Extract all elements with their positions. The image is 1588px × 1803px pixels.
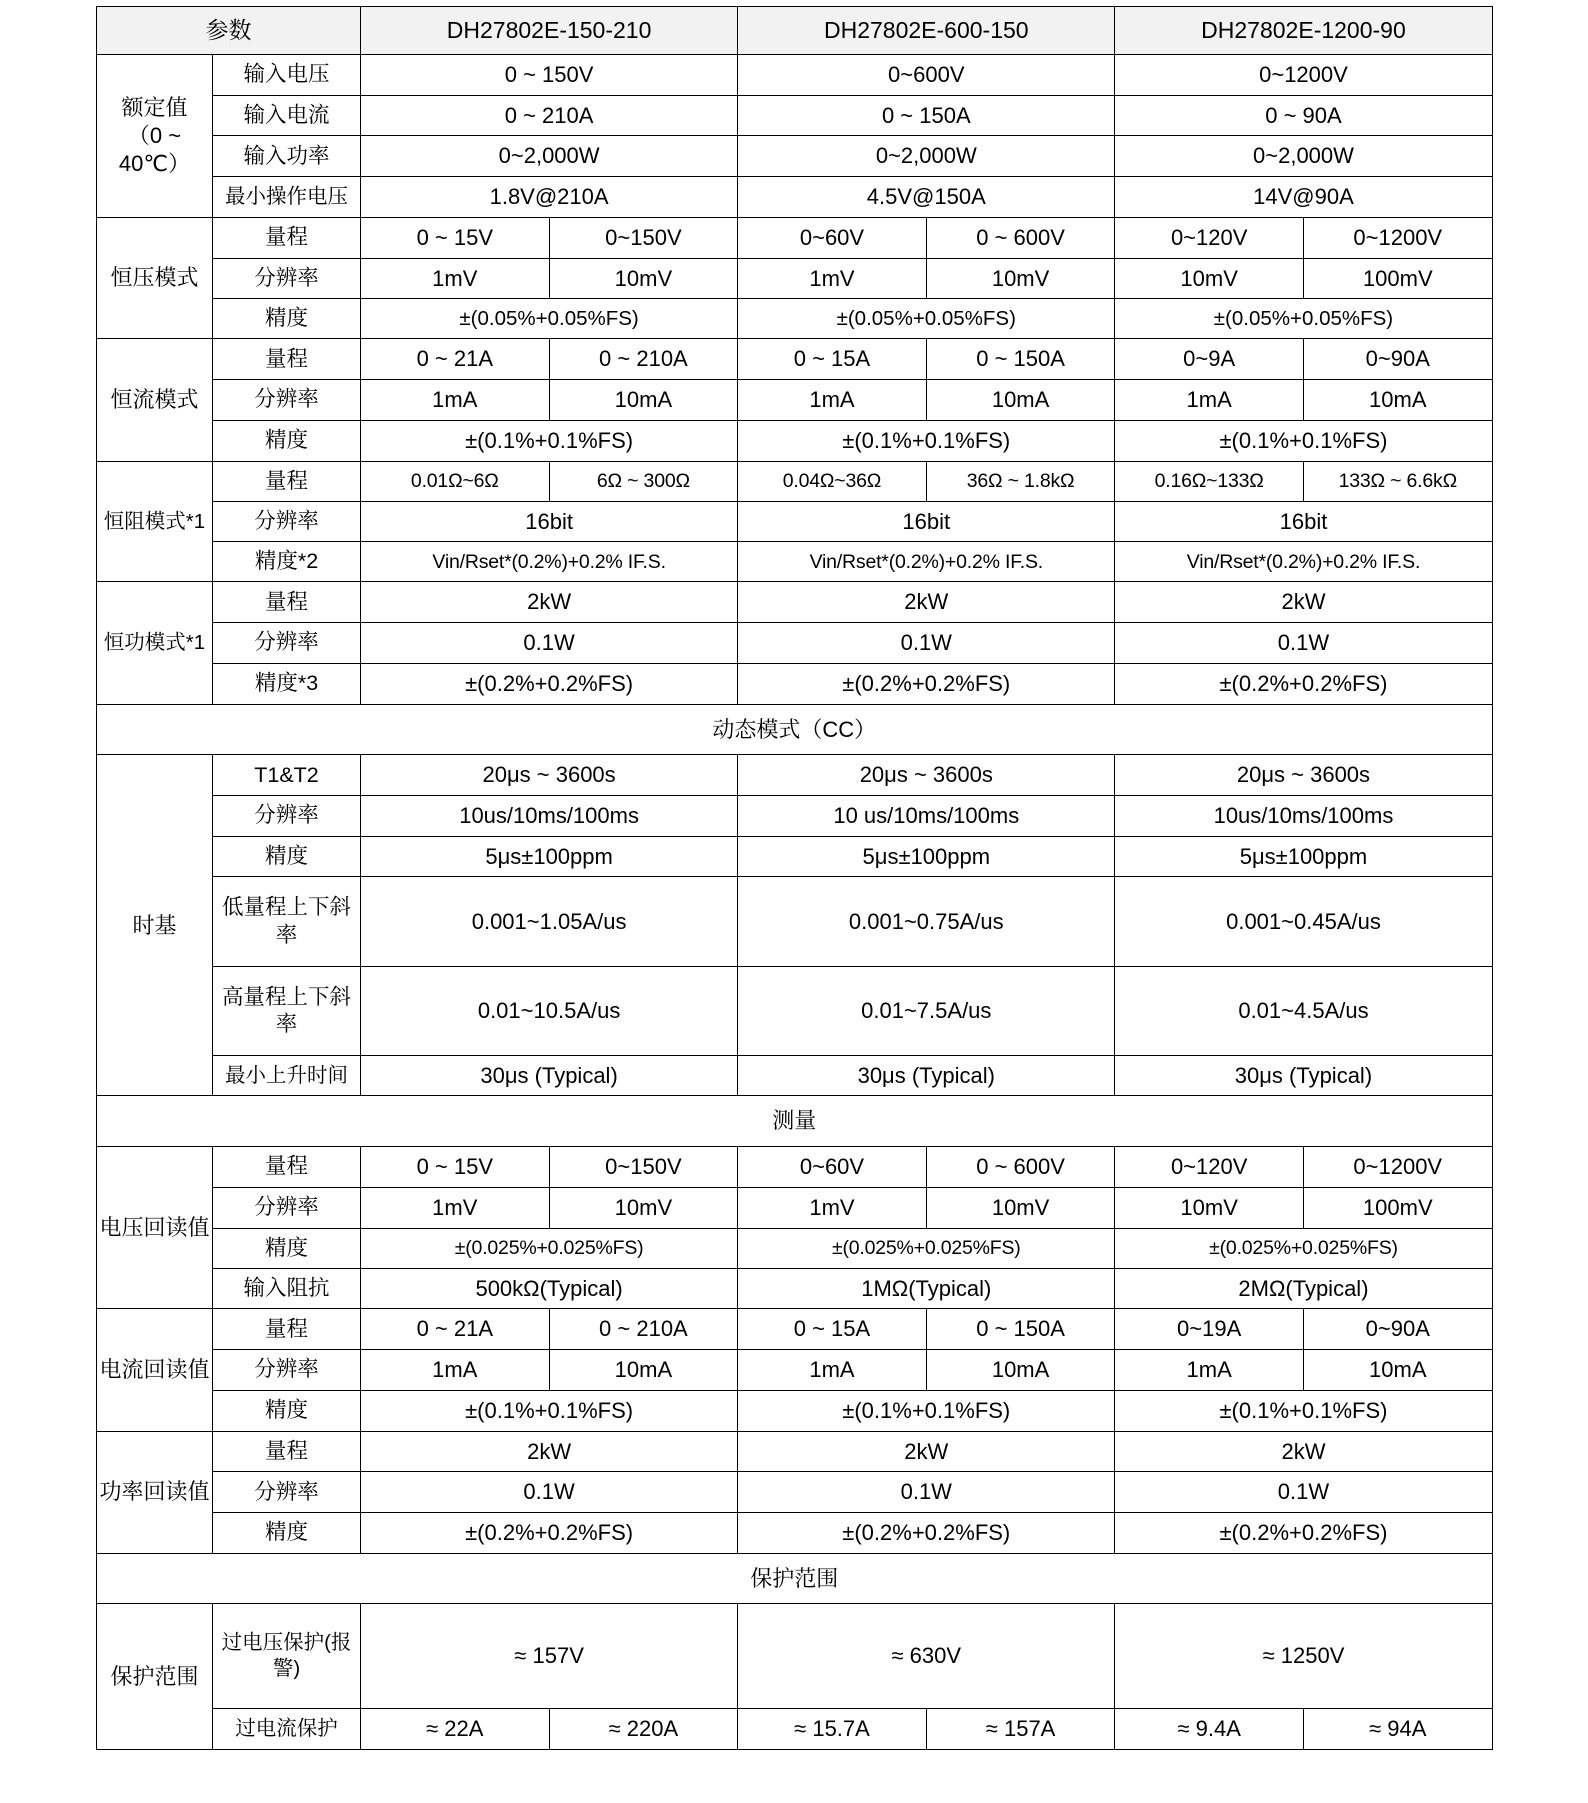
table-row	[97, 1709, 1493, 1750]
cell-cp-accuracy-2: ±(0.2%+0.2%FS)	[738, 663, 1115, 704]
param-vread-resolution: 分辨率	[213, 1187, 361, 1228]
table-row	[97, 420, 1493, 461]
param-cv-range: 量程	[213, 217, 361, 258]
cell-rated-input-voltage-3: 0~1200V	[1115, 54, 1492, 95]
param-cr-accuracy: 精度*2	[213, 542, 361, 582]
group-label-cc: 恒流模式	[97, 339, 213, 461]
table-row	[97, 339, 1493, 380]
cell-timebase-low-slew-3: 0.001~0.45A/us	[1115, 877, 1492, 966]
param-pread-range: 量程	[213, 1431, 361, 1472]
table-row	[97, 217, 1493, 258]
table-row	[97, 966, 1493, 1055]
cell-timebase-resolution-3: 10us/10ms/100ms	[1115, 795, 1492, 836]
cell-vread-range-6: 0~1200V	[1303, 1147, 1492, 1188]
table-row	[97, 1472, 1493, 1513]
cell-rated-input-voltage-1: 0 ~ 150V	[361, 54, 738, 95]
param-iread-resolution: 分辨率	[213, 1350, 361, 1391]
cell-cv-accuracy-3: ±(0.05%+0.05%FS)	[1115, 299, 1492, 339]
cell-cv-range-5: 0~120V	[1115, 217, 1304, 258]
group-label-power-readback: 功率回读值	[97, 1431, 213, 1553]
param-min-rise-time: 最小上升时间	[213, 1055, 361, 1096]
param-t1t2: T1&T2	[213, 755, 361, 796]
cell-vread-impedance-1: 500kΩ(Typical)	[361, 1268, 738, 1309]
param-iread-accuracy: 精度	[213, 1390, 361, 1431]
cell-cc-range-2: 0 ~ 210A	[549, 339, 738, 380]
param-cp-accuracy: 精度*3	[213, 663, 361, 704]
cell-cc-range-4: 0 ~ 150A	[926, 339, 1115, 380]
cell-timebase-min-rise-3: 30μs (Typical)	[1115, 1055, 1492, 1096]
table-row	[97, 1309, 1493, 1350]
specification-table	[96, 6, 1493, 1750]
cell-rated-input-power-1: 0~2,000W	[361, 136, 738, 177]
table-row	[97, 461, 1493, 501]
cell-pread-resolution-2: 0.1W	[738, 1472, 1115, 1513]
cell-vread-range-3: 0~60V	[738, 1147, 927, 1188]
table-row	[97, 582, 1493, 623]
cell-vread-accuracy-1: ±(0.025%+0.025%FS)	[361, 1228, 738, 1268]
header-model-3: DH27802E-1200-90	[1115, 7, 1492, 55]
cell-timebase-low-slew-1: 0.001~1.05A/us	[361, 877, 738, 966]
table-row	[97, 1390, 1493, 1431]
cell-cv-resolution-3: 1mV	[738, 258, 927, 299]
group-label-cr: 恒阻模式*1	[97, 461, 213, 582]
param-timebase-resolution: 分辨率	[213, 795, 361, 836]
cell-iread-range-5: 0~19A	[1115, 1309, 1304, 1350]
param-cr-range: 量程	[213, 461, 361, 501]
cell-timebase-low-slew-2: 0.001~0.75A/us	[738, 877, 1115, 966]
param-vread-accuracy: 精度	[213, 1228, 361, 1268]
table-row	[97, 1431, 1493, 1472]
cell-rated-min-op-voltage-2: 4.5V@150A	[738, 177, 1115, 218]
group-label-rated	[97, 54, 213, 217]
param-pread-resolution: 分辨率	[213, 1472, 361, 1513]
table-row	[97, 380, 1493, 421]
table-row	[97, 755, 1493, 796]
cell-timebase-t1t2-1: 20μs ~ 3600s	[361, 755, 738, 796]
cell-pread-accuracy-1: ±(0.2%+0.2%FS)	[361, 1513, 738, 1554]
header-param-label: 参数	[97, 7, 361, 55]
section-title-protection: 保护范围	[97, 1553, 1493, 1604]
cell-ovp-2: ≈ 630V	[738, 1604, 1115, 1709]
group-rated-line3: 40℃）	[118, 150, 191, 176]
cell-cp-resolution-3: 0.1W	[1115, 623, 1492, 664]
cell-cc-resolution-3: 1mA	[738, 380, 927, 421]
cell-vread-resolution-2: 10mV	[549, 1187, 738, 1228]
cell-cc-resolution-4: 10mA	[926, 380, 1115, 421]
param-input-current: 输入电流	[213, 95, 361, 136]
cell-cp-accuracy-3: ±(0.2%+0.2%FS)	[1115, 663, 1492, 704]
cell-vread-resolution-4: 10mV	[926, 1187, 1115, 1228]
param-low-range-slew: 低量程上下斜率	[213, 877, 361, 966]
cell-cv-range-1: 0 ~ 15V	[361, 217, 550, 258]
cell-vread-impedance-3: 2MΩ(Typical)	[1115, 1268, 1492, 1309]
cell-vread-range-5: 0~120V	[1115, 1147, 1304, 1188]
cell-ocp-1: ≈ 22A	[361, 1709, 550, 1750]
cell-cv-range-6: 0~1200V	[1303, 217, 1492, 258]
cell-iread-resolution-1: 1mA	[361, 1350, 550, 1391]
cell-cc-resolution-6: 10mA	[1303, 380, 1492, 421]
cell-timebase-accuracy-1: 5μs±100ppm	[361, 836, 738, 877]
group-label-protection: 保护范围	[97, 1604, 213, 1749]
table-row	[97, 95, 1493, 136]
cell-iread-range-4: 0 ~ 150A	[926, 1309, 1115, 1350]
cell-cr-range-2: 6Ω ~ 300Ω	[549, 461, 738, 501]
section-title-measure: 测量	[97, 1096, 1493, 1147]
cell-pread-accuracy-2: ±(0.2%+0.2%FS)	[738, 1513, 1115, 1554]
cell-cc-range-5: 0~9A	[1115, 339, 1304, 380]
cell-iread-range-6: 0~90A	[1303, 1309, 1492, 1350]
section-row-measure	[97, 1096, 1493, 1147]
table-header-row	[97, 7, 1493, 55]
cell-ocp-4: ≈ 157A	[926, 1709, 1115, 1750]
cell-timebase-accuracy-3: 5μs±100ppm	[1115, 836, 1492, 877]
cell-pread-resolution-3: 0.1W	[1115, 1472, 1492, 1513]
table-row	[97, 501, 1493, 542]
param-high-range-slew: 高量程上下斜率	[213, 966, 361, 1055]
cell-ovp-1: ≈ 157V	[361, 1604, 738, 1709]
cell-ovp-3: ≈ 1250V	[1115, 1604, 1492, 1709]
cell-cv-accuracy-2: ±(0.05%+0.05%FS)	[738, 299, 1115, 339]
cell-cv-resolution-1: 1mV	[361, 258, 550, 299]
cell-cv-range-4: 0 ~ 600V	[926, 217, 1115, 258]
header-model-1: DH27802E-150-210	[361, 7, 738, 55]
cell-cc-accuracy-3: ±(0.1%+0.1%FS)	[1115, 420, 1492, 461]
table-row	[97, 1350, 1493, 1391]
cell-cv-resolution-5: 10mV	[1115, 258, 1304, 299]
table-row	[97, 1513, 1493, 1554]
cell-cc-accuracy-2: ±(0.1%+0.1%FS)	[738, 420, 1115, 461]
cell-cr-range-6: 133Ω ~ 6.6kΩ	[1303, 461, 1492, 501]
cell-cc-range-6: 0~90A	[1303, 339, 1492, 380]
cell-iread-resolution-2: 10mA	[549, 1350, 738, 1391]
group-rated-line2: （0 ~	[127, 123, 182, 149]
group-label-cv: 恒压模式	[97, 217, 213, 339]
cell-cp-range-1: 2kW	[361, 582, 738, 623]
cell-cr-range-5: 0.16Ω~133Ω	[1115, 461, 1304, 501]
cell-timebase-high-slew-1: 0.01~10.5A/us	[361, 966, 738, 1055]
cell-cr-range-1: 0.01Ω~6Ω	[361, 461, 550, 501]
cell-timebase-accuracy-2: 5μs±100ppm	[738, 836, 1115, 877]
cell-cv-resolution-6: 100mV	[1303, 258, 1492, 299]
param-cv-resolution: 分辨率	[213, 258, 361, 299]
cell-rated-min-op-voltage-3: 14V@90A	[1115, 177, 1492, 218]
param-pread-accuracy: 精度	[213, 1513, 361, 1554]
cell-timebase-min-rise-2: 30μs (Typical)	[738, 1055, 1115, 1096]
param-cc-accuracy: 精度	[213, 420, 361, 461]
param-cc-resolution: 分辨率	[213, 380, 361, 421]
table-row	[97, 1228, 1493, 1268]
cell-timebase-t1t2-3: 20μs ~ 3600s	[1115, 755, 1492, 796]
header-model-2: DH27802E-600-150	[738, 7, 1115, 55]
cell-cc-accuracy-1: ±(0.1%+0.1%FS)	[361, 420, 738, 461]
param-ovp: 过电压保护(报警)	[213, 1604, 361, 1709]
param-cp-range: 量程	[213, 582, 361, 623]
cell-cp-resolution-2: 0.1W	[738, 623, 1115, 664]
cell-cp-range-2: 2kW	[738, 582, 1115, 623]
cell-vread-resolution-1: 1mV	[361, 1187, 550, 1228]
table-row	[97, 54, 1493, 95]
cell-cr-accuracy-1: Vin/Rset*(0.2%)+0.2% IF.S.	[361, 542, 738, 582]
section-title-dynamic: 动态模式（CC）	[97, 704, 1493, 755]
cell-ocp-2: ≈ 220A	[549, 1709, 738, 1750]
cell-cr-range-3: 0.04Ω~36Ω	[738, 461, 927, 501]
cell-vread-resolution-3: 1mV	[738, 1187, 927, 1228]
cell-cv-range-3: 0~60V	[738, 217, 927, 258]
cell-cr-resolution-3: 16bit	[1115, 501, 1492, 542]
cell-iread-accuracy-3: ±(0.1%+0.1%FS)	[1115, 1390, 1492, 1431]
cell-timebase-t1t2-2: 20μs ~ 3600s	[738, 755, 1115, 796]
group-label-cp: 恒功模式*1	[97, 582, 213, 704]
cell-iread-range-3: 0 ~ 15A	[738, 1309, 927, 1350]
cell-ocp-5: ≈ 9.4A	[1115, 1709, 1304, 1750]
cell-vread-range-2: 0~150V	[549, 1147, 738, 1188]
param-vread-range: 量程	[213, 1147, 361, 1188]
cell-cp-accuracy-1: ±(0.2%+0.2%FS)	[361, 663, 738, 704]
cell-rated-min-op-voltage-1: 1.8V@210A	[361, 177, 738, 218]
cell-rated-input-current-2: 0 ~ 150A	[738, 95, 1115, 136]
param-cv-accuracy: 精度	[213, 299, 361, 339]
table-row	[97, 836, 1493, 877]
table-row	[97, 136, 1493, 177]
cell-iread-resolution-3: 1mA	[738, 1350, 927, 1391]
cell-cp-range-3: 2kW	[1115, 582, 1492, 623]
cell-iread-range-2: 0 ~ 210A	[549, 1309, 738, 1350]
cell-vread-resolution-5: 10mV	[1115, 1187, 1304, 1228]
cell-vread-accuracy-3: ±(0.025%+0.025%FS)	[1115, 1228, 1492, 1268]
cell-iread-range-1: 0 ~ 21A	[361, 1309, 550, 1350]
table-row	[97, 1055, 1493, 1096]
cell-iread-resolution-6: 10mA	[1303, 1350, 1492, 1391]
param-iread-range: 量程	[213, 1309, 361, 1350]
cell-cv-accuracy-1: ±(0.05%+0.05%FS)	[361, 299, 738, 339]
cell-vread-accuracy-2: ±(0.025%+0.025%FS)	[738, 1228, 1115, 1268]
group-label-timebase: 时基	[97, 755, 213, 1096]
group-label-current-readback: 电流回读值	[97, 1309, 213, 1431]
cell-cc-resolution-1: 1mA	[361, 380, 550, 421]
table-row	[97, 542, 1493, 582]
param-cr-resolution: 分辨率	[213, 501, 361, 542]
table-row	[97, 877, 1493, 966]
cell-cr-resolution-2: 16bit	[738, 501, 1115, 542]
cell-iread-accuracy-2: ±(0.1%+0.1%FS)	[738, 1390, 1115, 1431]
cell-cv-resolution-4: 10mV	[926, 258, 1115, 299]
table-row	[97, 623, 1493, 664]
cell-vread-resolution-6: 100mV	[1303, 1187, 1492, 1228]
cell-pread-resolution-1: 0.1W	[361, 1472, 738, 1513]
table-row	[97, 1604, 1493, 1709]
section-row-dynamic	[97, 704, 1493, 755]
cell-timebase-resolution-1: 10us/10ms/100ms	[361, 795, 738, 836]
cell-cc-range-1: 0 ~ 21A	[361, 339, 550, 380]
cell-rated-input-current-1: 0 ~ 210A	[361, 95, 738, 136]
cell-cr-resolution-1: 16bit	[361, 501, 738, 542]
cell-timebase-resolution-2: 10 us/10ms/100ms	[738, 795, 1115, 836]
cell-rated-input-power-2: 0~2,000W	[738, 136, 1115, 177]
param-min-operating-voltage: 最小操作电压	[213, 177, 361, 218]
cell-cc-resolution-2: 10mA	[549, 380, 738, 421]
cell-iread-resolution-5: 1mA	[1115, 1350, 1304, 1391]
table-row	[97, 663, 1493, 704]
cell-iread-resolution-4: 10mA	[926, 1350, 1115, 1391]
cell-timebase-high-slew-2: 0.01~7.5A/us	[738, 966, 1115, 1055]
cell-iread-accuracy-1: ±(0.1%+0.1%FS)	[361, 1390, 738, 1431]
cell-pread-range-2: 2kW	[738, 1431, 1115, 1472]
table-row	[97, 258, 1493, 299]
section-row-protection	[97, 1553, 1493, 1604]
cell-rated-input-power-3: 0~2,000W	[1115, 136, 1492, 177]
cell-timebase-min-rise-1: 30μs (Typical)	[361, 1055, 738, 1096]
cell-pread-range-3: 2kW	[1115, 1431, 1492, 1472]
param-input-power: 输入功率	[213, 136, 361, 177]
cell-ocp-6: ≈ 94A	[1303, 1709, 1492, 1750]
param-input-impedance: 输入阻抗	[213, 1268, 361, 1309]
table-row	[97, 1147, 1493, 1188]
group-rated-line1: 额定值	[121, 95, 188, 121]
param-input-voltage: 输入电压	[213, 54, 361, 95]
cell-ocp-3: ≈ 15.7A	[738, 1709, 927, 1750]
table-row	[97, 177, 1493, 218]
table-row	[97, 1268, 1493, 1309]
cell-cc-range-3: 0 ~ 15A	[738, 339, 927, 380]
param-cp-resolution: 分辨率	[213, 623, 361, 664]
param-ocp: 过电流保护	[213, 1709, 361, 1750]
cell-vread-range-4: 0 ~ 600V	[926, 1147, 1115, 1188]
table-row	[97, 795, 1493, 836]
cell-cr-accuracy-3: Vin/Rset*(0.2%)+0.2% IF.S.	[1115, 542, 1492, 582]
cell-cr-range-4: 36Ω ~ 1.8kΩ	[926, 461, 1115, 501]
param-timebase-accuracy: 精度	[213, 836, 361, 877]
table-row	[97, 299, 1493, 339]
param-cc-range: 量程	[213, 339, 361, 380]
cell-cv-range-2: 0~150V	[549, 217, 738, 258]
cell-vread-range-1: 0 ~ 15V	[361, 1147, 550, 1188]
group-label-voltage-readback: 电压回读值	[97, 1147, 213, 1309]
cell-cr-accuracy-2: Vin/Rset*(0.2%)+0.2% IF.S.	[738, 542, 1115, 582]
cell-cv-resolution-2: 10mV	[549, 258, 738, 299]
cell-rated-input-voltage-2: 0~600V	[738, 54, 1115, 95]
cell-pread-accuracy-3: ±(0.2%+0.2%FS)	[1115, 1513, 1492, 1554]
cell-cp-resolution-1: 0.1W	[361, 623, 738, 664]
cell-vread-impedance-2: 1MΩ(Typical)	[738, 1268, 1115, 1309]
table-row	[97, 1187, 1493, 1228]
cell-pread-range-1: 2kW	[361, 1431, 738, 1472]
cell-timebase-high-slew-3: 0.01~4.5A/us	[1115, 966, 1492, 1055]
cell-cc-resolution-5: 1mA	[1115, 380, 1304, 421]
cell-rated-input-current-3: 0 ~ 90A	[1115, 95, 1492, 136]
